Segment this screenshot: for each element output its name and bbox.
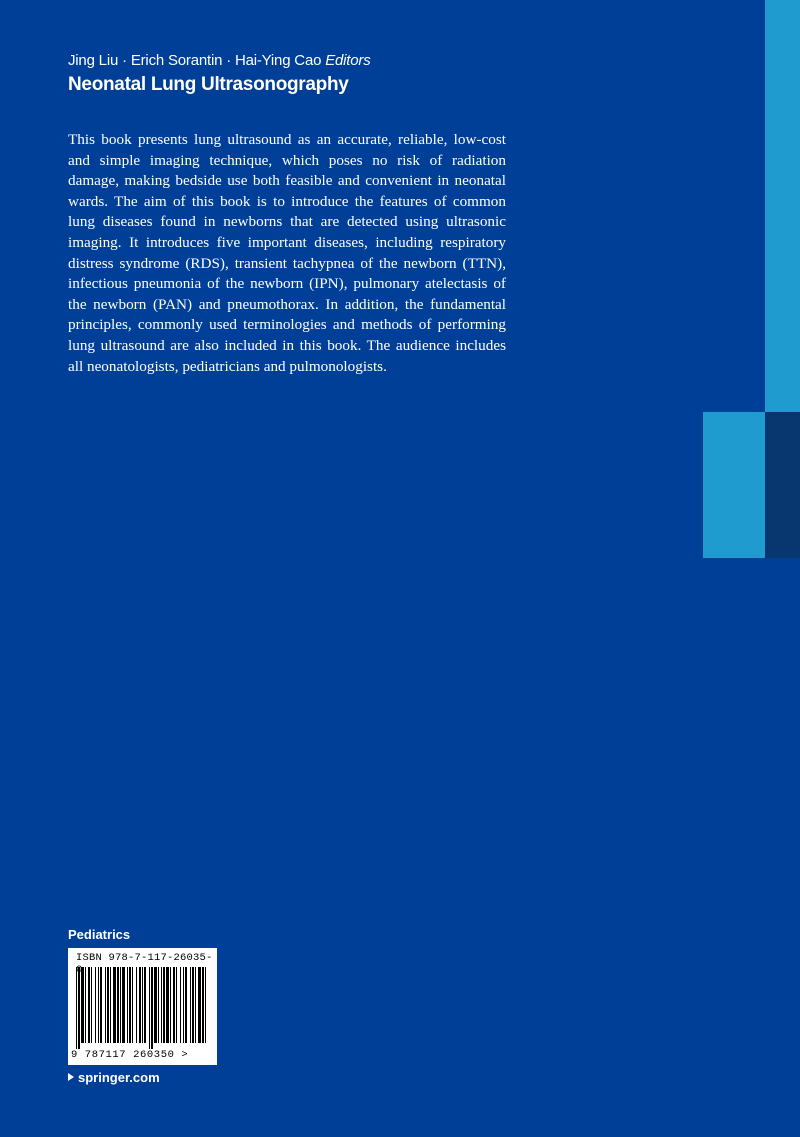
barcode-box	[68, 948, 217, 1065]
book-description: This book presents lung ultrasound as an accurate, reliable, low-cost and simple imaging technique, which poses no risk of radiation damage, making bedside use both feasible and convenient in neonatal wards. The aim of this book is to introduce the features of common lung diseases found in newborns that are detected using ultrasonic imaging. It introduces five important diseases, including respiratory distress syndrome (RDS), transient tachypnea of the newborn (TTN), infectious pneumonia of the newborn (IPN), pulmonary atelectasis of the newborn (PAN) and pneumothorax. In addition, the fundamental principles, commonly used terminologies and methods of performing lung ultrasound are also included in this book. The audience includes all neonatologists, pediatricians and pulmonologists.	[68, 131, 506, 375]
accent-stripe-top	[765, 0, 800, 412]
subject-label: Pediatrics	[68, 927, 131, 942]
accent-block-light	[703, 412, 765, 558]
springer-link-label: springer.com	[78, 1070, 160, 1085]
barcode-digits: 9 787117 260350 >	[71, 1049, 189, 1061]
barcode-icon	[74, 967, 211, 1049]
isbn-text: ISBN 978-7-117-26035-	[76, 952, 213, 964]
editors-names: Jing Liu · Erich Sorantin · Hai-Ying Cao	[68, 52, 322, 69]
editors-line	[68, 52, 371, 69]
accent-block-dark	[765, 412, 800, 558]
springer-link[interactable]	[68, 1070, 160, 1085]
editors-label: Editors	[325, 52, 371, 69]
book-title: Neonatal Lung Ultrasonography	[68, 74, 349, 95]
arrow-right-icon	[68, 1073, 74, 1081]
